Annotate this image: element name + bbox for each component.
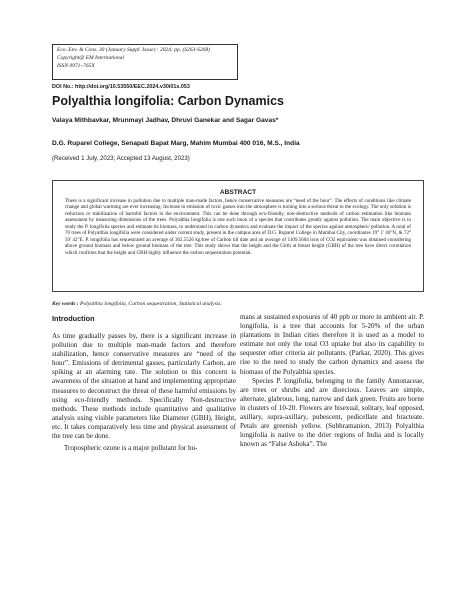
doi-line: DOI No.: http://doi.org/10.53550/EEC.2024.v30i01s.053 [52,84,190,90]
journal-copyright: Copyright@ EM International [57,55,125,61]
abstract-text: There is a significant increase in pollution due to multiple man-made factors, hence conservative measures are “need of the hour”. The effects of conditions like climate change and global warming are ever increasing. Increase in emission of toxic gasses into the atmosphere is turning into a serious threat to the ecology. The only solution is reduction or stabilization of harmful factors in the environment. This can be done through eco-friendly, non-destructive methods of carbon estimation like biomass assessment by measuring dimensions of the trees. Polyalthia longifolia is one such boon of a species that contributes greatly against pollution. The main objective is to study the P. longifolia species and estimate its biomass, to understand its carbon dynamics and evaluate the impact of the species against atmospheric pollution. A total of 70 trees of Polyalthia longifolia were considered under current study, present in the campus area of D.G. Ruparel College in Mumbai City, coordinates 19° 1' 40"N, & 72° 50' 42"E. P. longifolia has sequestrated an average of 302.5526 kg/tree of Carbon till date and an average of 1109.5604 tons of CO2 equivalent was obtained considering above ground biomass and below ground biomass of the tree. This study shows that the height and the Girth at breast height (GBH) of the tree have direct correlation which confirms that the height and GBH highly influence the carbon sequestration potential. [65,198,411,256]
introduction-heading: Introduction [52,314,95,323]
body-paragraph: mans at sustained exposures of 40 ppb or more in ambient air. P. longifolia, is a tree that accounts for 5-20% of the urban plantations in Indian cities therefore it is used as a model to estimate not only the total O3 uptake but also its capability to sequester other criteria air pollutants. (Parkar, 2020). This gives rise to the need to study the carbon dynamics and assess the biomass of the Polyalthia species. [240,313,424,376]
journal-citation: Eco. Env. & Cons. 30 (January Suppl. Issue) : 2024; pp. (S263-S268) [57,47,210,53]
keywords-label: Key words : [52,301,79,307]
abstract-heading: ABSTRACT [219,189,257,196]
body-paragraph: Species P. longifolia, belonging to the family Annonaceae, are trees or shrubs and are dioecious. Leaves are simple, alternate, glabrous, long, narrow and dark green. Fruits are borne in clusters of 10-20. Flowers are bisexual, solitary, leaf opposed, axillary, supra-axillary, pubescent, pedicellate and bracteate. Petals are greenish yellow. (Subhramanion, 2013) Polyalthia longifolia is native to the drier regions of India and is locally known as “False Ashoka”. The [240,376,424,449]
body-paragraph: Tropospheric ozone is a major pollutant for hu- [64,444,198,453]
journal-header-box [52,44,238,80]
keywords-line [52,301,222,307]
keywords-text: Polyalthia longifolia, Carbon sequestration, Statistical analysis. [79,301,222,307]
affiliation: D.G. Ruparel College, Senapati Bapat Marg, Mahim Mumbai 400 016, M.S., India [52,140,300,147]
body-column-right [240,313,424,449]
body-column-left [52,332,236,453]
received-dates: (Received 1 July, 2023; Accepted 13 August, 2023) [52,155,190,162]
abstract-box [52,180,424,292]
author-list: Valaya Mithbavkar, Mrunmayi Jadhav, Dhruvi Ganekar and Sagar Gavas* [52,117,279,124]
body-paragraph: As time gradually passes by, there is a significant increase in pollution due to multiple man-made factors and therefore stabilization, hence conservative measures are “need of the hour”. Emissions of detrimental gasses, particularly Carbon, are spiking at an alarming rate. The solution to this concern is awareness of the situation at hand and implementing appropriate measures to deconstruct the threat of these harmful emissions by using eco-friendly methods. Specifically Non-destructive methods. These methods include quantitative and qualitative analysis using visible parameters like Diameter (GBH), Height, etc. It takes comparatively less time and physical assessment of the tree can be done. [52,332,236,441]
journal-issn: ISSN 0971–765X [57,63,95,69]
paper-title: Polyalthia longifolia: Carbon Dynamics [52,94,284,108]
